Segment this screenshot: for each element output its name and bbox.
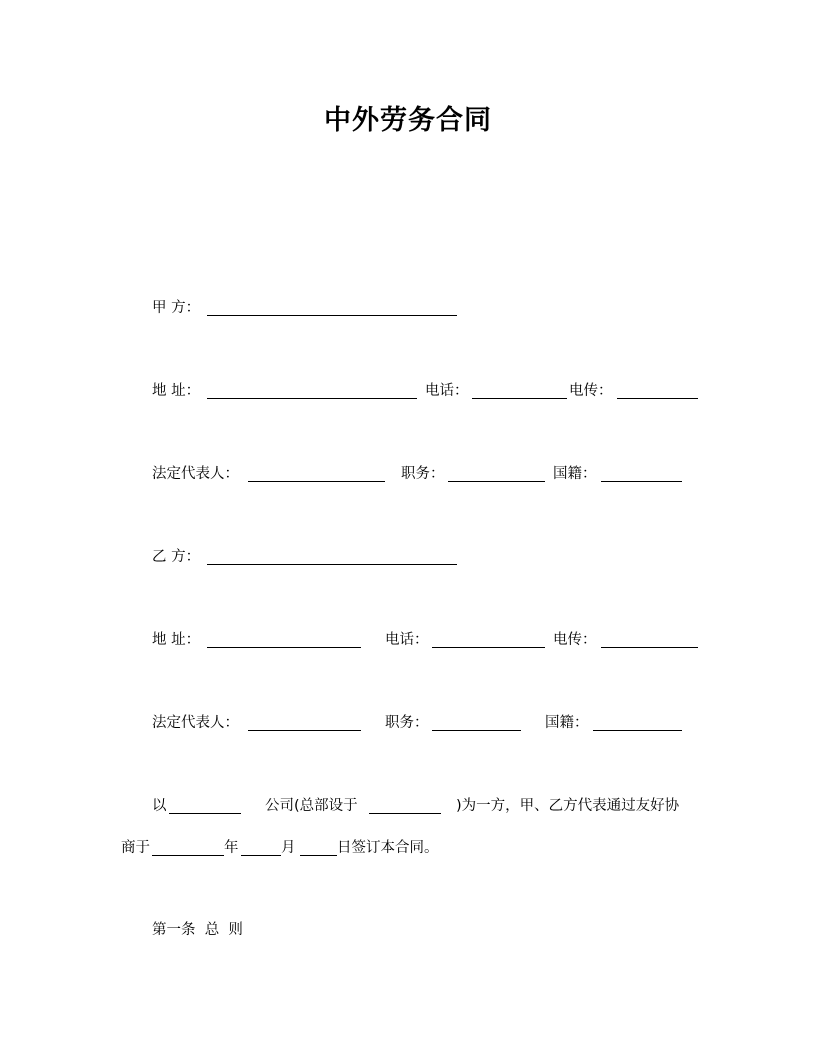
preamble-text-3: )为一方，甲、乙方代表通过友好协 bbox=[456, 798, 680, 814]
party-b-position-blank[interactable] bbox=[432, 730, 521, 731]
document-title: 中外劳务合同 bbox=[324, 105, 492, 136]
preamble-blank-month[interactable] bbox=[241, 855, 281, 856]
party-a-nationality-blank[interactable] bbox=[601, 481, 682, 482]
party-b-rep-blank[interactable] bbox=[248, 730, 361, 731]
preamble-line-1 bbox=[0, 796, 816, 816]
party-a-nationality-label: 国籍： bbox=[553, 466, 597, 482]
party-a-rep-line bbox=[0, 464, 816, 484]
party-b-fax-label: 电传： bbox=[553, 632, 597, 648]
party-a-name-label: 甲 方： bbox=[152, 300, 201, 316]
article-1-heading-line bbox=[0, 920, 816, 940]
party-b-position-label: 职务： bbox=[385, 715, 429, 731]
party-a-phone-label: 电话： bbox=[425, 383, 469, 399]
party-b-rep-label: 法定代表人： bbox=[152, 715, 239, 731]
preamble-blank-year[interactable] bbox=[152, 855, 224, 856]
preamble-blank-company[interactable] bbox=[169, 813, 241, 814]
preamble-text-6: 月 bbox=[281, 840, 296, 856]
party-b-name-line bbox=[0, 547, 816, 567]
party-b-nationality-label: 国籍： bbox=[545, 715, 589, 731]
party-b-nationality-blank[interactable] bbox=[593, 730, 682, 731]
party-a-name-blank[interactable] bbox=[207, 315, 457, 316]
preamble-text-1: 以 bbox=[152, 798, 167, 814]
party-a-phone-blank[interactable] bbox=[472, 398, 567, 399]
party-a-address-label: 地 址： bbox=[152, 383, 201, 399]
party-a-contact-line bbox=[0, 381, 816, 401]
party-a-fax-label: 电传： bbox=[569, 383, 613, 399]
party-b-address-label: 地 址： bbox=[152, 632, 201, 648]
party-a-rep-blank[interactable] bbox=[248, 481, 385, 482]
preamble-blank-hq[interactable] bbox=[369, 813, 441, 814]
preamble-text-5: 年 bbox=[224, 840, 239, 856]
party-b-name-label: 乙 方： bbox=[152, 549, 201, 565]
party-b-phone-label: 电话： bbox=[385, 632, 429, 648]
article-1-heading: 第一条 总 则 bbox=[152, 922, 243, 938]
party-a-position-blank[interactable] bbox=[448, 481, 545, 482]
party-b-fax-blank[interactable] bbox=[601, 647, 698, 648]
party-b-address-blank[interactable] bbox=[207, 647, 361, 648]
party-a-fax-blank[interactable] bbox=[617, 398, 698, 399]
party-a-rep-label: 法定代表人： bbox=[152, 466, 239, 482]
preamble-text-2: 公司(总部设于 bbox=[265, 798, 358, 814]
preamble-line-2 bbox=[0, 838, 816, 858]
preamble-text-4: 商于 bbox=[121, 840, 150, 856]
party-b-rep-line bbox=[0, 713, 816, 733]
party-b-phone-blank[interactable] bbox=[432, 647, 545, 648]
preamble-text-7: 日签订本合同。 bbox=[337, 840, 439, 856]
party-b-contact-line bbox=[0, 630, 816, 650]
party-a-position-label: 职务： bbox=[401, 466, 445, 482]
preamble-blank-day[interactable] bbox=[300, 855, 337, 856]
party-b-name-blank[interactable] bbox=[207, 564, 457, 565]
party-a-address-blank[interactable] bbox=[207, 398, 417, 399]
party-a-name-line bbox=[0, 298, 816, 318]
